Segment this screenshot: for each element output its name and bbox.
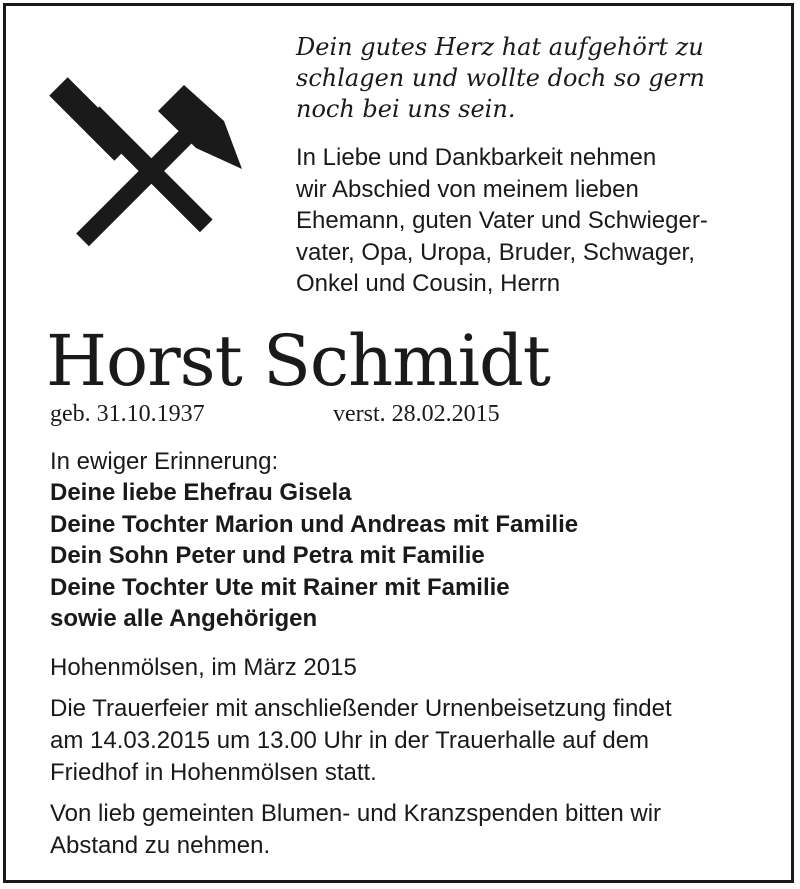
deceased-name: Horst Schmidt (46, 320, 550, 402)
mourner-line: Deine Tochter Marion und Andreas mit Familie (50, 510, 579, 538)
mourner-line: Deine liebe Ehefrau Gisela (50, 479, 352, 506)
crossed-hammers-icon (46, 74, 251, 259)
life-dates (50, 400, 500, 428)
mourner-line: Deine Tochter Ute mit Rainer mit Familie (50, 573, 510, 601)
mourner-line: sowie alle Angehörigen (50, 605, 318, 632)
flowers-note: Von lieb gemeinten Blumen- und Kranzspenden bitten wir Abstand zu nehmen. (50, 800, 662, 859)
mourners-list (50, 477, 578, 635)
birth-date: geb. 31.10.1937 (50, 401, 205, 427)
mourner-line: Dein Sohn Peter und Petra mit Familie (50, 542, 485, 569)
ceremony-info: Die Trauerfeier mit anschließender Urnenbeisetzung findet am 14.03.2015 um 13.00 Uhr in der Trauerhalle auf dem Friedhof in Hohenmölsen statt. (50, 695, 672, 786)
intro-text: In Liebe und Dankbarkeit nehmen wir Abschied von meinem lieben Ehemann, guten Vater und Schwieger- vater, Opa, Uropa, Bruder, Schwager, Onkel und Cousin, Herrn (296, 144, 708, 297)
place-date: Hohenmölsen, im März 2015 (50, 654, 357, 681)
death-date: verst. 28.02.2015 (333, 401, 500, 427)
obituary-notice (3, 3, 794, 883)
motto-verse: Dein gutes Herz hat aufgehört zu schlagen und wollte doch so gern noch bei uns sein. (296, 33, 705, 123)
memory-label: In ewiger Erinnerung: (50, 448, 279, 475)
